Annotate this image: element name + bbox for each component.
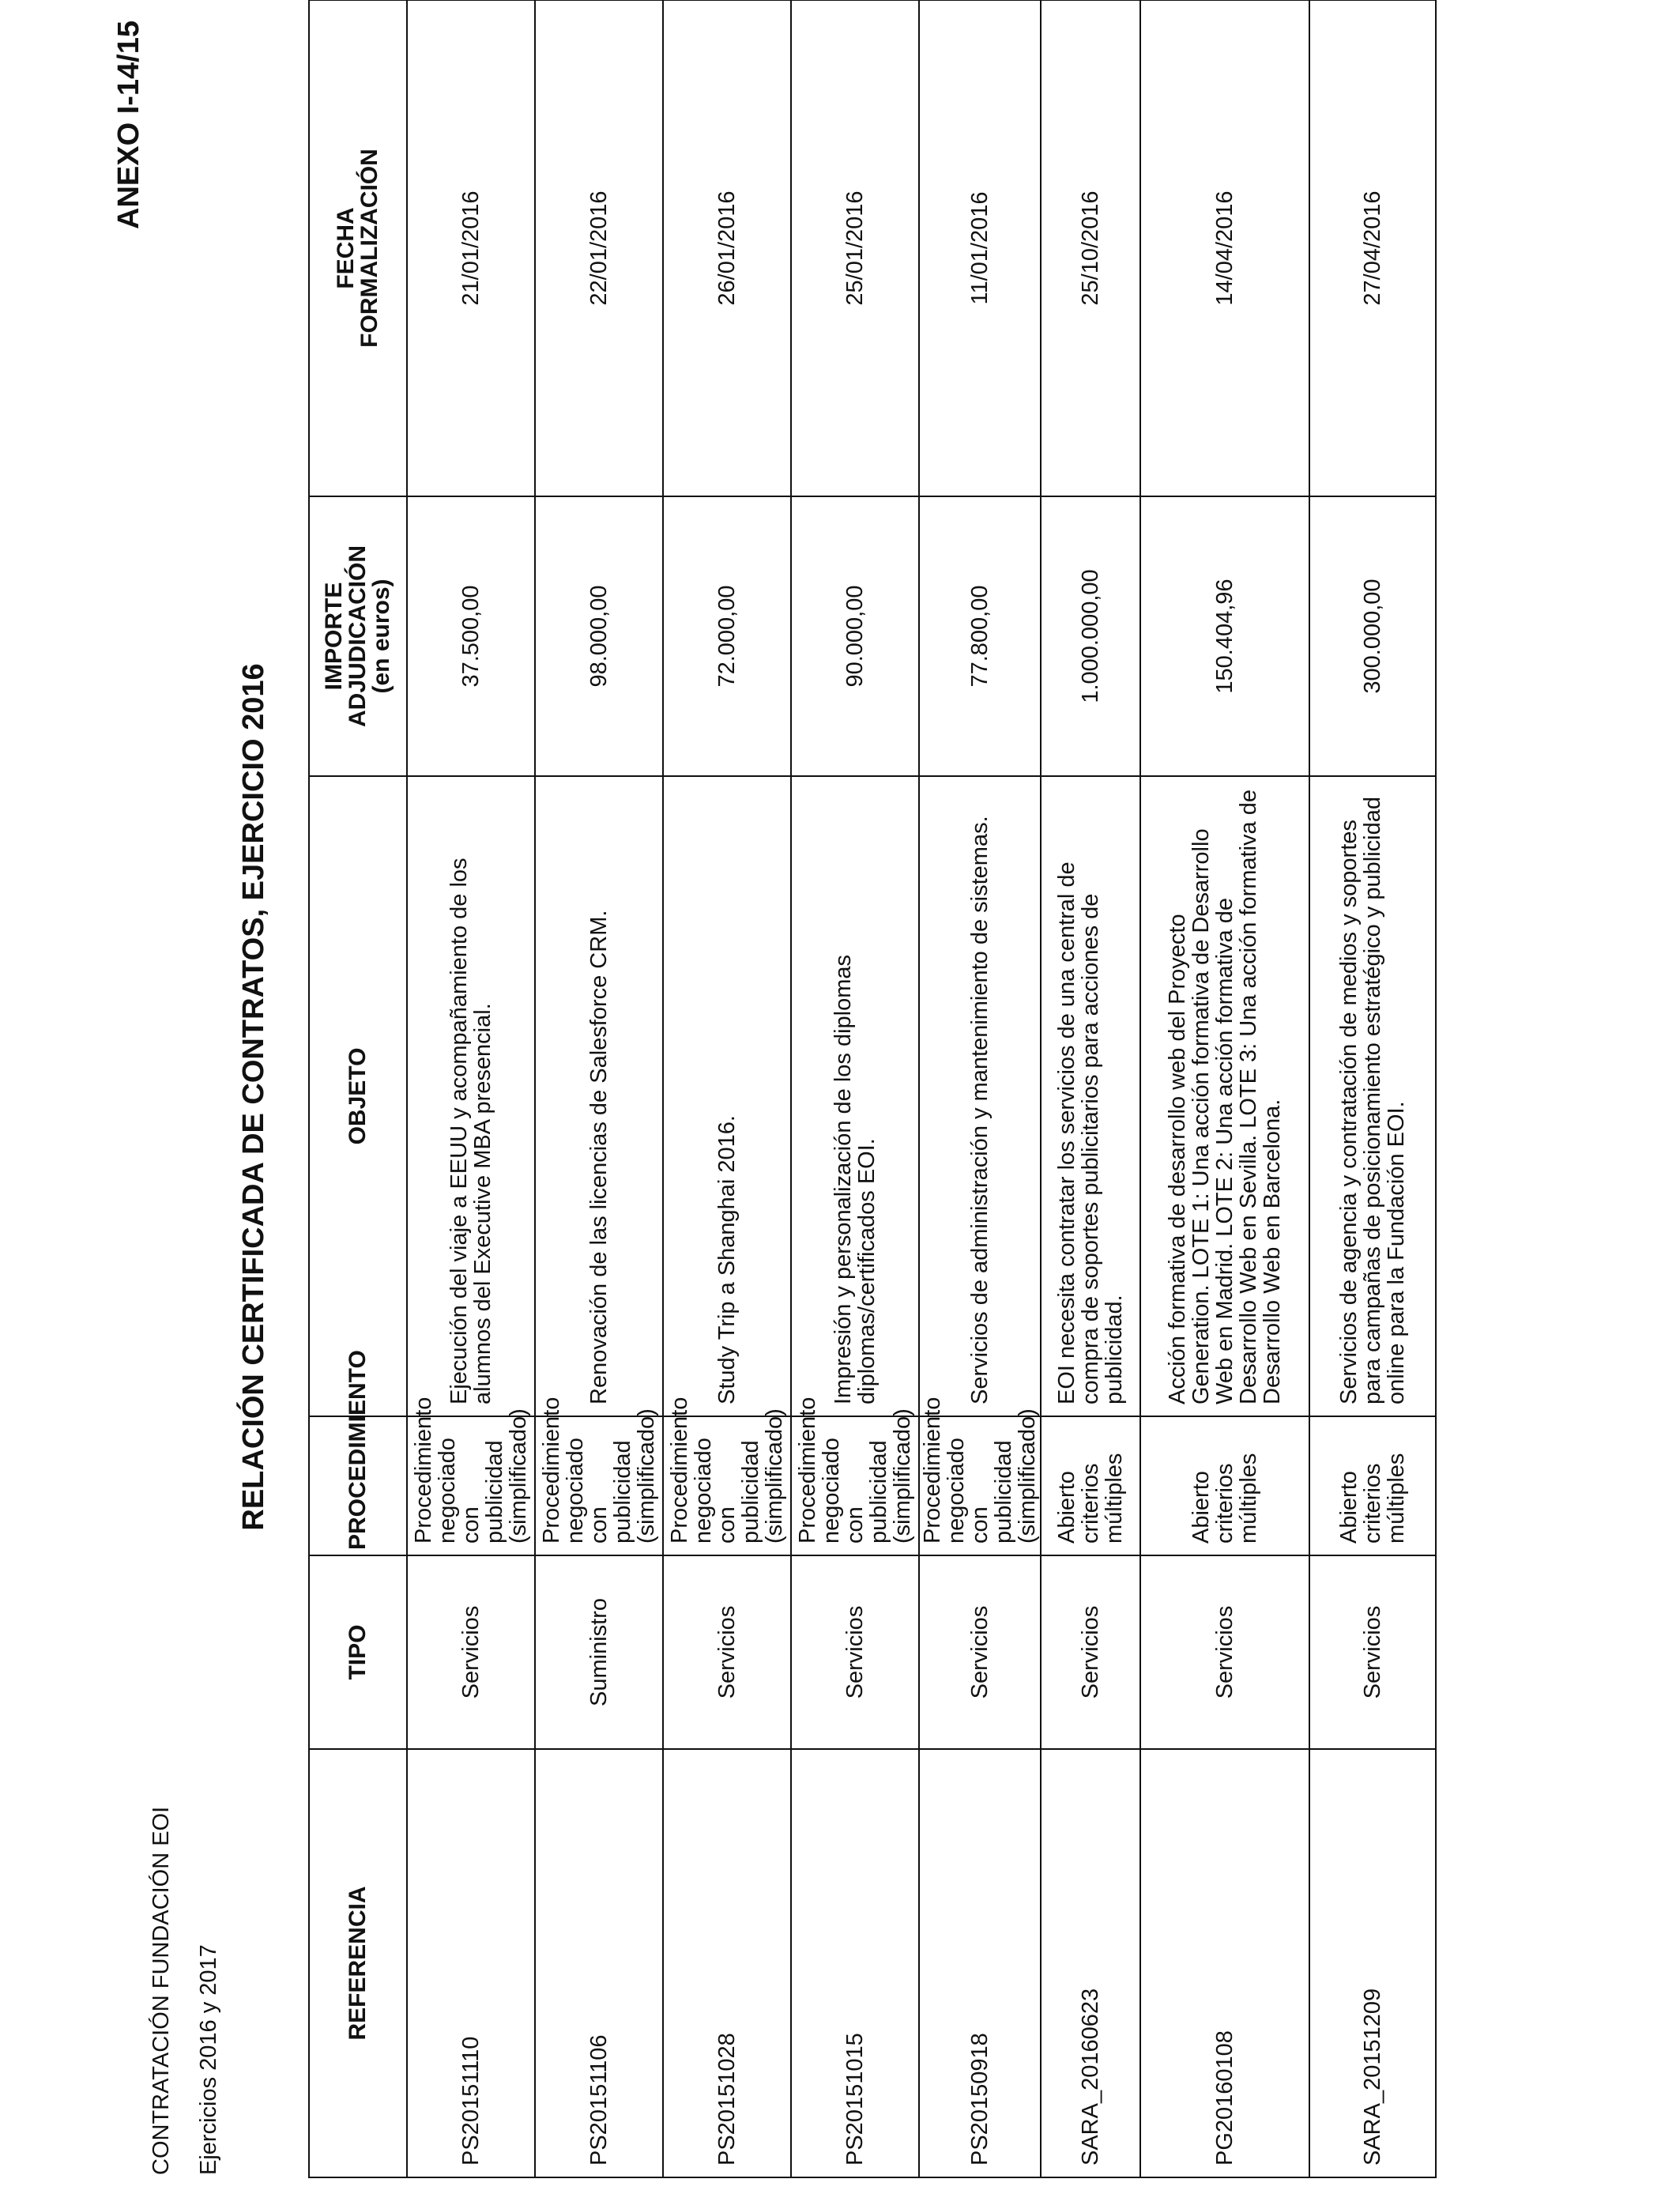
cell-importe: 37.500,00 <box>407 496 535 776</box>
annex-label: ANEXO I-14/15 <box>112 21 145 229</box>
table-row <box>535 0 663 2177</box>
fecha-header-line-2: FORMALIZACIÓN <box>356 149 382 348</box>
cell-importe: 150.404,96 <box>1140 496 1309 776</box>
cell-objeto: Study Trip a Shanghai 2016. <box>663 776 791 1416</box>
contracts-table <box>308 0 1437 2178</box>
cell-fecha: 26/01/2016 <box>663 0 791 496</box>
cell-importe: 1.000.000,00 <box>1041 496 1140 776</box>
cell-objeto: Renovación de las licencias de Salesforce CRM. <box>535 776 663 1416</box>
cell-tipo: Suministro <box>535 1555 663 1749</box>
cell-objeto: Ejecución del viaje a EEUU y acompañamiento de los alumnos del Executive MBA presencial. <box>407 776 535 1416</box>
fecha-header-line-1: FECHA <box>333 207 359 289</box>
cell-referencia: SARA_20160623 <box>1041 1749 1140 2177</box>
table-row <box>1140 0 1309 2177</box>
table-row <box>407 0 535 2177</box>
cell-referencia: PS20151106 <box>535 1749 663 2177</box>
cell-procedimiento: Abierto criterios múltiples <box>1140 1416 1309 1555</box>
cell-importe: 77.800,00 <box>919 496 1041 776</box>
cell-tipo: Servicios <box>1041 1555 1140 1749</box>
cell-referencia: PS20150918 <box>919 1749 1041 2177</box>
importe-header-line-1: IMPORTE <box>321 582 347 691</box>
cell-tipo: Servicios <box>791 1555 919 1749</box>
importe-header-line-3: (en euros) <box>368 579 394 694</box>
cell-referencia: PS20151028 <box>663 1749 791 2177</box>
cell-procedimiento: Procedimiento negociado con publicidad (simplificado) <box>663 1416 791 1555</box>
table-row <box>663 0 791 2177</box>
cell-tipo: Servicios <box>663 1555 791 1749</box>
cell-fecha: 25/10/2016 <box>1041 0 1140 496</box>
column-header-objeto: OBJETO <box>309 776 407 1416</box>
cell-fecha: 27/04/2016 <box>1309 0 1436 496</box>
organization-name: CONTRATACIÓN FUNDACIÓN EOI <box>149 1806 174 2175</box>
table-row <box>1041 0 1140 2177</box>
cell-tipo: Servicios <box>1140 1555 1309 1749</box>
cell-fecha: 21/01/2016 <box>407 0 535 496</box>
cell-fecha: 11/01/2016 <box>919 0 1041 496</box>
cell-importe: 72.000,00 <box>663 496 791 776</box>
cell-objeto: EOI necesita contratar los servicios de una central de compra de soportes publicitarios para acciones de publicidad. <box>1041 776 1140 1416</box>
table-row <box>919 0 1041 2177</box>
cell-procedimiento: Procedimiento negociado con publicidad (simplificado) <box>535 1416 663 1555</box>
column-header-tipo: TIPO <box>309 1555 407 1749</box>
cell-tipo: Servicios <box>1309 1555 1436 1749</box>
cell-objeto: Impresión y personalización de los diplomas diplomas/certificados EOI. <box>791 776 919 1416</box>
cell-fecha: 14/04/2016 <box>1140 0 1309 496</box>
cell-referencia: PS20151015 <box>791 1749 919 2177</box>
cell-referencia: SARA_20151209 <box>1309 1749 1436 2177</box>
cell-procedimiento: Procedimiento negociado con publicidad (simplificado) <box>407 1416 535 1555</box>
column-header-fecha <box>309 0 407 496</box>
importe-header-line-2: ADJUDICACIÓN <box>345 545 371 728</box>
cell-procedimiento: Abierto criterios múltiples <box>1309 1416 1436 1555</box>
cell-importe: 300.000,00 <box>1309 496 1436 776</box>
cell-procedimiento: Procedimiento negociado con publicidad (simplificado) <box>919 1416 1041 1555</box>
cell-importe: 98.000,00 <box>535 496 663 776</box>
cell-objeto: Acción formativa de desarrollo web del Proyecto Generation. LOTE 1: Una acción formativa de Desarrollo Web en Madrid. LOTE 2: Una acción formativa de Desarrollo Web en Sevilla. LOTE 3: Una acción formativa de Desarrollo Web en Barcelona. <box>1140 776 1309 1416</box>
cell-importe: 90.000,00 <box>791 496 919 776</box>
cell-fecha: 22/01/2016 <box>535 0 663 496</box>
cell-objeto: Servicios de agencia y contratación de medios y soportes para campañas de posicionamiento estratégico y publicidad online para la Fundación EOI. <box>1309 776 1436 1416</box>
column-header-importe <box>309 496 407 776</box>
column-header-referencia: REFERENCIA <box>309 1749 407 2177</box>
table-row <box>791 0 919 2177</box>
table-header-row <box>309 0 407 2177</box>
column-header-procedimiento: PROCEDIMIENTO <box>309 1416 407 1555</box>
table-row <box>1309 0 1436 2177</box>
cell-referencia: PG20160108 <box>1140 1749 1309 2177</box>
fiscal-years: Ejercicios 2016 y 2017 <box>196 1944 221 2175</box>
cell-tipo: Servicios <box>919 1555 1041 1749</box>
cell-objeto: Servicios de administración y mantenimiento de sistemas. <box>919 776 1041 1416</box>
cell-procedimiento: Abierto criterios múltiples <box>1041 1416 1140 1555</box>
cell-referencia: PS20151110 <box>407 1749 535 2177</box>
cell-tipo: Servicios <box>407 1555 535 1749</box>
page-title: RELACIÓN CERTIFICADA DE CONTRATOS, EJERCICIO 2016 <box>237 663 270 1531</box>
cell-procedimiento: Procedimiento negociado con publicidad (simplificado) <box>791 1416 919 1555</box>
cell-fecha: 25/01/2016 <box>791 0 919 496</box>
